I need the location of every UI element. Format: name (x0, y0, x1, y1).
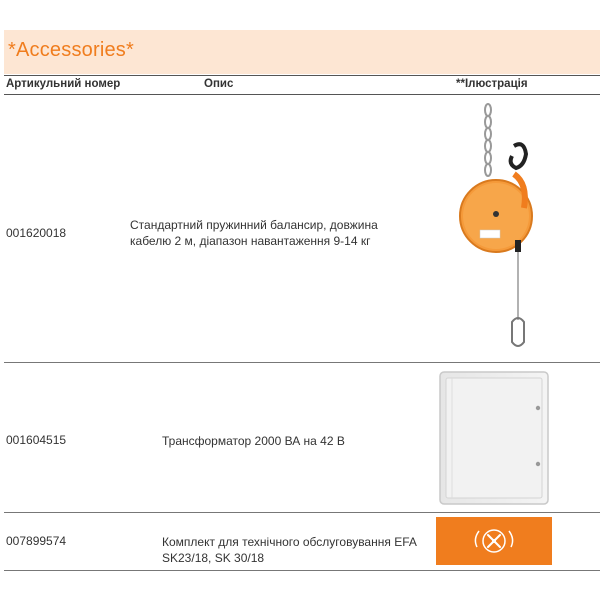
row-description: Комплект для технічного обслуговування EFA SK23/18, SK 30/18 (162, 535, 417, 565)
spring-balancer-icon (458, 100, 558, 356)
row-divider (4, 570, 600, 571)
column-header-sku: Артикульний номер (6, 78, 121, 90)
row-divider (4, 512, 600, 513)
column-header-illustration: **Ілюстрація (456, 78, 528, 90)
section-title: *Accessories* (8, 39, 134, 61)
row-description: Стандартний пружинний балансир, довжина кабелю 2 м, діапазон навантаження 9-14 кг (130, 218, 378, 248)
row-sku: 007899574 (6, 534, 67, 548)
row-divider (4, 362, 600, 363)
header-bottom-rule (4, 94, 600, 95)
header-top-rule (4, 75, 600, 76)
section-banner (4, 30, 600, 74)
row-description: Трансформатор 2000 ВА на 42 В (162, 434, 345, 448)
maintenance-kit-icon (436, 517, 552, 565)
column-header-description: Опис (204, 78, 234, 90)
transformer-cabinet-icon (438, 368, 550, 508)
row-sku: 001604515 (6, 433, 67, 447)
row-sku: 001620018 (6, 226, 67, 240)
